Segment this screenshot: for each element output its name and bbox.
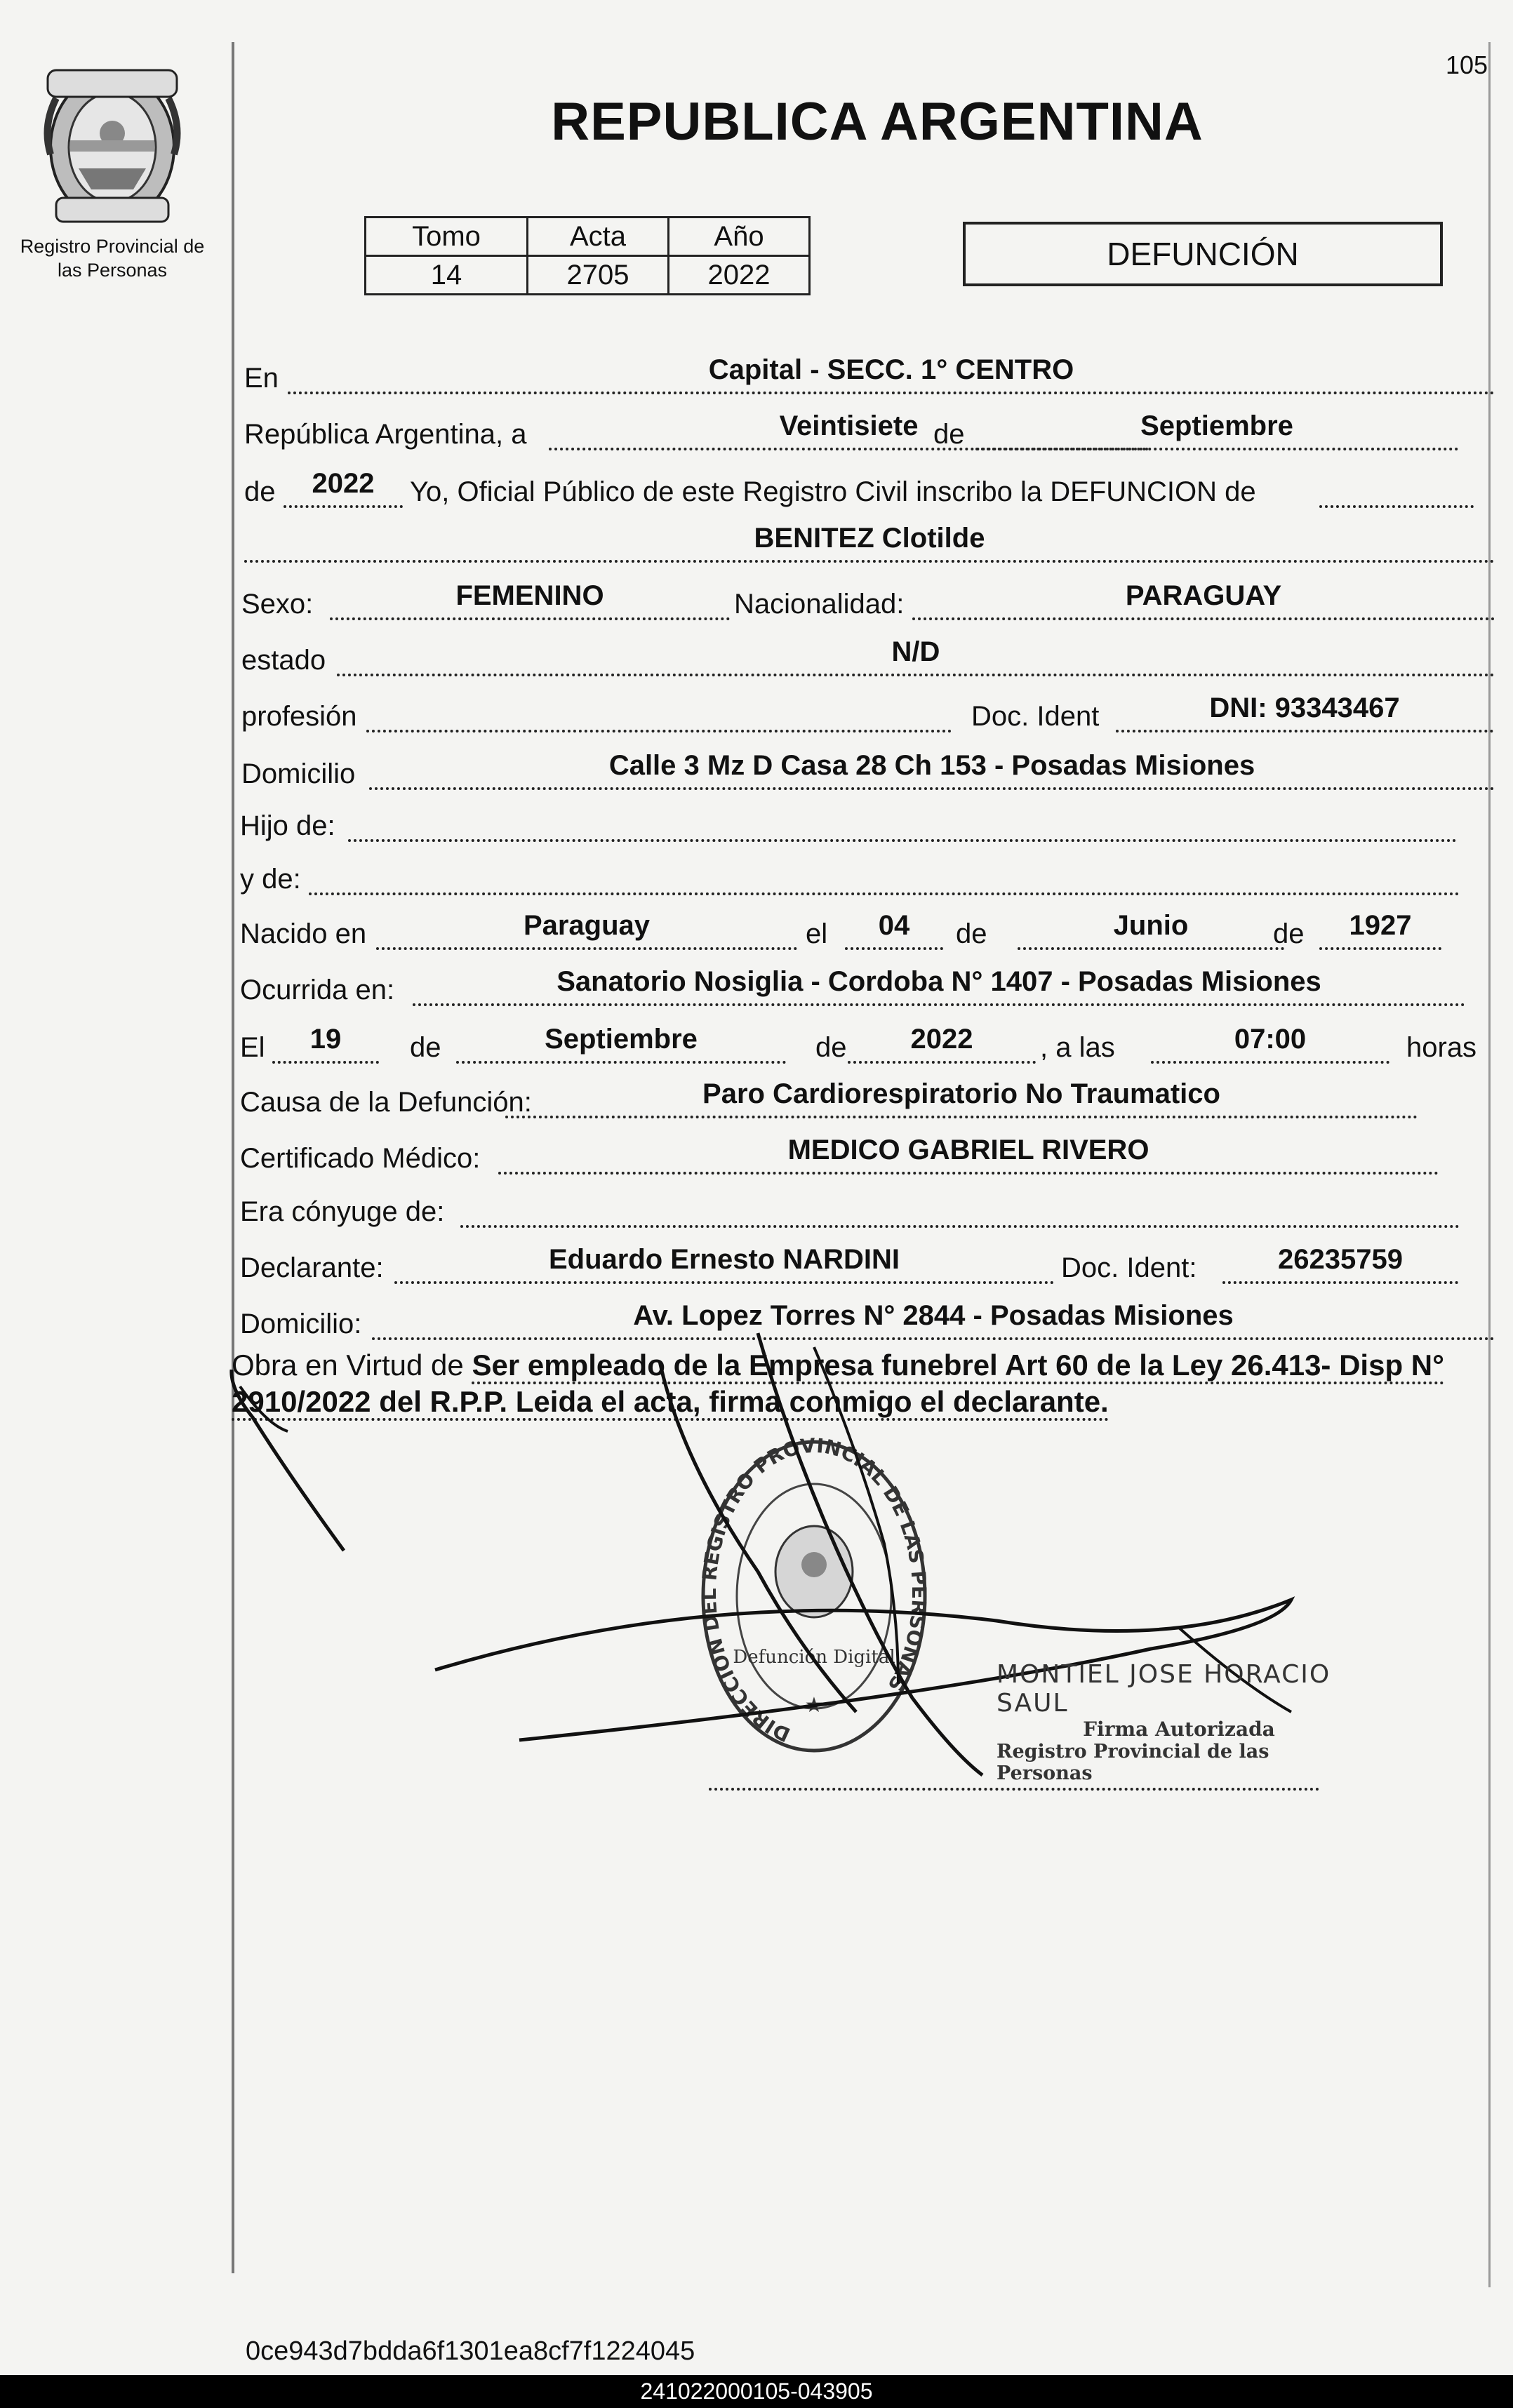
month-value: Septiembre — [975, 410, 1458, 450]
declarant-domicile-value: Av. Lopez Torres N° 2844 - Posadas Misiones — [372, 1299, 1495, 1340]
father-label: Hijo de: — [240, 810, 335, 841]
row-mother — [239, 857, 1495, 895]
year-value: 2022 — [284, 467, 403, 508]
born-el-label: el — [806, 918, 828, 949]
declarant-label: Declarante: — [240, 1252, 384, 1283]
spouse-label: Era cónyuge de: — [240, 1196, 445, 1227]
row-cause — [239, 1078, 1495, 1118]
occurred-value: Sanatorio Nosiglia - Cordoba N° 1407 - Posadas Misiones — [413, 965, 1465, 1006]
certificate-label: Certificado Médico: — [240, 1143, 481, 1174]
declarant-doc-value: 26235759 — [1222, 1243, 1458, 1284]
obra-value: Ser empleado de la Empresa funebrel Art 60 de la Ley 26.413- Disp N° 2910/2022 del R.P.P. Leida el acta, firma conmigo el declarante. — [232, 1349, 1444, 1421]
occurred-label: Ocurrida en: — [240, 975, 395, 1005]
acta-header: Acta — [528, 218, 669, 256]
document-hash: 0ce943d7bdda6f1301ea8cf7f1224045 — [246, 2336, 695, 2366]
death-month-value: Septiembre — [456, 1023, 786, 1064]
year-label: de — [244, 476, 276, 507]
seal-ring-text: DIRECCION DEL REGISTRO PROVINCIAL DE LAS PERSONAS — [697, 1433, 931, 1747]
row-sex — [239, 582, 1495, 620]
en-label: En — [244, 363, 279, 394]
statement-text: Yo, Oficial Público de este Registro Civil inscribo la DEFUNCION de — [410, 476, 1256, 507]
row-name — [239, 525, 1495, 563]
profession-value — [366, 692, 952, 733]
doc-value: DNI: 93343467 — [1116, 692, 1493, 733]
row-place — [239, 356, 1495, 394]
declarant-doc-label: Doc. Ident: — [1061, 1252, 1197, 1283]
doc-label: Doc. Ident — [971, 701, 1100, 732]
row-death-date — [239, 1026, 1495, 1064]
nationality-label: Nacionalidad: — [734, 589, 905, 620]
sex-value: FEMENINO — [330, 580, 730, 620]
declarant-value: Eduardo Ernesto NARDINI — [394, 1243, 1054, 1284]
born-label: Nacido en — [240, 918, 367, 949]
document-title: REPUBLICA ARGENTINA — [551, 92, 1204, 152]
born-month-value: Junio — [1018, 909, 1284, 950]
declarant-domicile-label: Domicilio: — [240, 1309, 362, 1339]
marital-label: estado — [241, 645, 326, 676]
born-de1-label: de — [956, 918, 987, 949]
cause-label: Causa de la Defunción: — [240, 1087, 532, 1118]
row-spouse — [239, 1190, 1495, 1228]
place-value: Capital - SECC. 1° CENTRO — [288, 354, 1495, 394]
sex-label: Sexo: — [241, 589, 314, 620]
domicile-label: Domicilio — [241, 758, 356, 789]
death-de2-label: de — [815, 1032, 847, 1063]
row-father — [239, 804, 1495, 842]
death-de1-label: de — [410, 1032, 441, 1063]
death-year-value: 2022 — [848, 1023, 1036, 1064]
born-de2-label: de — [1273, 918, 1305, 949]
cause-value: Paro Cardiorespiratorio No Traumatico — [505, 1078, 1418, 1118]
de-label: de — [933, 419, 965, 450]
row-declarant-domicile — [239, 1302, 1495, 1340]
official-name: MONTIEL JOSE HORACIO SAUL — [997, 1660, 1331, 1718]
marital-value: N/D — [337, 636, 1495, 676]
province-coat-of-arms-logo — [28, 49, 196, 232]
death-time-value: 07:00 — [1151, 1023, 1389, 1064]
record-type-box: DEFUNCIÓN — [963, 222, 1443, 286]
row-statement — [239, 470, 1495, 508]
row-declarant — [239, 1246, 1495, 1284]
official-office: Registro Provincial de las Personas — [997, 1741, 1269, 1784]
certificate-value: MEDICO GABRIEL RIVERO — [498, 1134, 1439, 1175]
register-table — [364, 216, 811, 295]
year-value: 2022 — [669, 256, 810, 295]
at-label: , a las — [1040, 1032, 1115, 1063]
signature-line — [709, 1788, 1319, 1791]
row-certificate — [239, 1137, 1495, 1175]
death-el-label: El — [240, 1032, 265, 1063]
born-place-value: Paraguay — [376, 909, 797, 950]
row-marital — [239, 638, 1495, 676]
obra-label: Obra en Virtud de — [232, 1349, 464, 1382]
registry-oval-seal — [695, 1431, 933, 1761]
nationality-value: PARAGUAY — [912, 580, 1495, 620]
left-margin-line — [232, 42, 234, 2273]
page-number: 105 — [1446, 51, 1488, 79]
acta-value: 2705 — [528, 256, 669, 295]
death-day-value: 19 — [272, 1023, 379, 1064]
statement-line — [1319, 467, 1474, 508]
mother-label: y de: — [240, 864, 301, 895]
day-value: Veintisiete — [549, 410, 1149, 450]
row-birth — [239, 912, 1495, 950]
tomo-value: 14 — [366, 256, 528, 295]
seal-inner-text: Defunción Digital — [733, 1647, 895, 1668]
row-occurred — [239, 968, 1495, 1006]
date-label: República Argentina, a — [244, 419, 527, 450]
domicile-value: Calle 3 Mz D Casa 28 Ch 153 - Posadas Misiones — [369, 749, 1495, 790]
born-year-value: 1927 — [1319, 909, 1441, 950]
row-domicile — [239, 752, 1495, 790]
hours-label: horas — [1406, 1032, 1477, 1063]
official-title: Firma Autorizada — [1083, 1718, 1275, 1741]
father-value — [348, 801, 1457, 842]
tomo-header: Tomo — [366, 218, 528, 256]
row-profession — [239, 695, 1495, 733]
deceased-name: BENITEZ Clotilde — [244, 522, 1495, 563]
row-date — [239, 410, 1495, 450]
mother-value — [309, 855, 1460, 895]
year-header: Año — [669, 218, 810, 256]
born-day-value: 04 — [845, 909, 943, 950]
obra-paragraph — [232, 1347, 1498, 1420]
profession-label: profesión — [241, 701, 357, 732]
official-stamp — [997, 1660, 1361, 1784]
registry-name: Registro Provincial de las Personas — [20, 236, 205, 281]
barcode-number-strip: 241022000105-043905 — [0, 2375, 1513, 2408]
seal-star-icon: ★ — [804, 1694, 824, 1717]
spouse-value — [460, 1187, 1460, 1228]
